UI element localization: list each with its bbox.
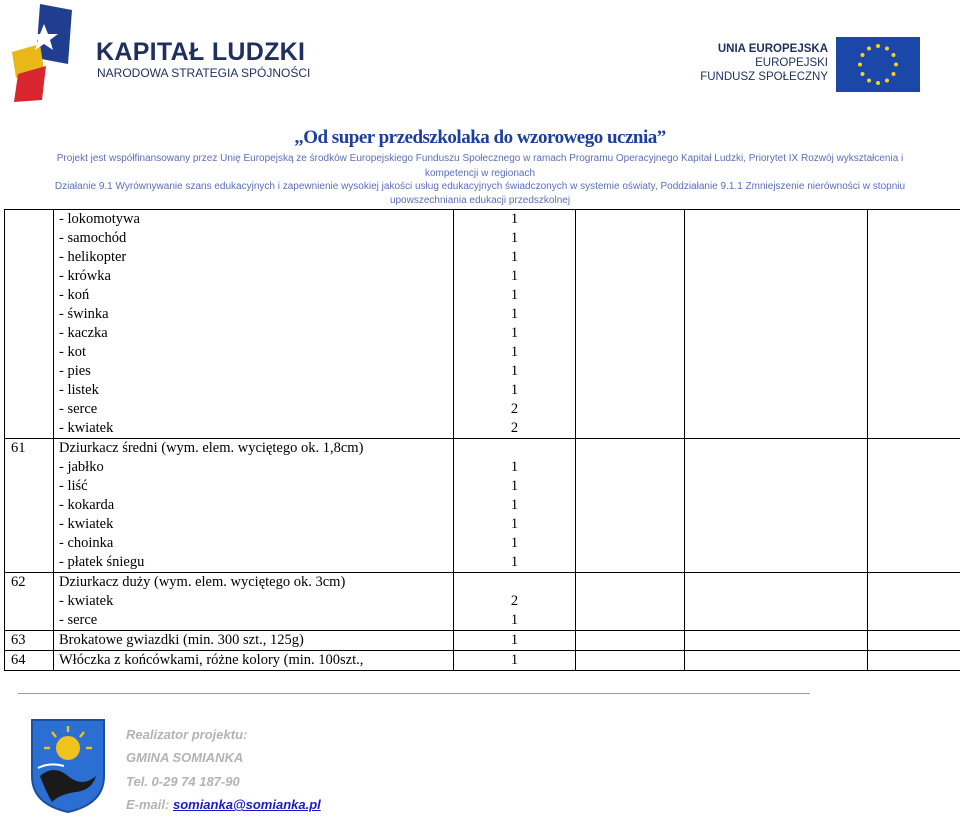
item-quantity bbox=[454, 573, 576, 631]
item-line: - pies bbox=[59, 363, 91, 379]
item-line: - płatek śniegu bbox=[59, 554, 145, 570]
gmina-name: GMINA SOMIANKA bbox=[126, 750, 244, 765]
item-line: - liść bbox=[59, 478, 88, 494]
eu-line3: FUNDUSZ SPOŁECZNY bbox=[700, 71, 828, 83]
quantity-line bbox=[454, 573, 575, 592]
item-line: Dziurkacz duży (wym. elem. wyciętego ok. 3cm) bbox=[59, 574, 346, 590]
item-line: - kwiatek bbox=[59, 593, 114, 609]
item-number: 64 bbox=[5, 651, 54, 671]
item-line: - koń bbox=[59, 287, 90, 303]
item-quantity bbox=[454, 439, 576, 573]
phone-number: Tel. 0-29 74 187-90 bbox=[126, 774, 240, 789]
empty-cell bbox=[685, 651, 868, 671]
item-line: - serce bbox=[59, 612, 98, 628]
quantity-line: 1 bbox=[510, 516, 519, 532]
empty-cell bbox=[868, 573, 960, 631]
item-description bbox=[54, 573, 454, 631]
item-line: - helikopter bbox=[59, 249, 127, 265]
header-line-4: upowszechniania edukacji przedszkolnej bbox=[389, 195, 571, 206]
item-line: - listek bbox=[59, 382, 99, 398]
email-label: E-mail: bbox=[126, 797, 173, 812]
item-line: - kwiatek bbox=[59, 516, 114, 532]
quantity-line bbox=[454, 439, 575, 458]
item-line: - samochód bbox=[59, 230, 127, 246]
quantity-line: 1 bbox=[510, 478, 519, 494]
item-description bbox=[54, 439, 454, 573]
empty-cell bbox=[868, 631, 960, 651]
table-row bbox=[5, 439, 960, 573]
table-row bbox=[5, 651, 960, 671]
project-title: „Od super przedszkolaka do wzorowego ucznia” bbox=[294, 127, 666, 148]
item-quantity bbox=[454, 210, 576, 439]
item-line: - kot bbox=[59, 344, 86, 360]
eu-flag-icon bbox=[836, 37, 920, 92]
item-line: Dziurkacz średni (wym. elem. wyciętego ok. 1,8cm) bbox=[59, 440, 364, 456]
empty-cell bbox=[576, 573, 685, 631]
header-line-2: kompetencji w regionach bbox=[424, 168, 536, 179]
empty-cell bbox=[576, 631, 685, 651]
quantity-line: 1 bbox=[510, 382, 519, 398]
quantity-line: 1 bbox=[510, 230, 519, 246]
item-description bbox=[54, 210, 454, 439]
item-number bbox=[5, 210, 54, 439]
eu-line1: UNIA EUROPEJSKA bbox=[717, 43, 828, 55]
quantity-line: 1 bbox=[510, 249, 519, 265]
email-link[interactable]: somianka@somianka.pl bbox=[172, 797, 321, 812]
item-line: - lokomotywa bbox=[59, 211, 140, 227]
header-line-3: Działanie 9.1 Wyrównywanie szans edukacyjnych i zapewnienie wysokiej jakości usług edukacyjnych świadczonych w systemie oświaty, Poddziałanie 9.1.1 Zmniejszenie nierówności w stopniu bbox=[54, 181, 906, 192]
item-line: - kwiatek bbox=[59, 420, 114, 436]
empty-cell bbox=[576, 439, 685, 573]
item-number: 62 bbox=[5, 573, 54, 631]
eu-line2: EUROPEJSKI bbox=[755, 57, 828, 69]
item-number: 61 bbox=[5, 439, 54, 573]
quantity-line: 1 bbox=[510, 535, 519, 551]
quantity-line: 1 bbox=[510, 344, 519, 360]
quantity-line: 1 bbox=[510, 287, 519, 303]
gmina-somianka-crest-icon bbox=[30, 718, 106, 814]
kapital-ludzki-title: KAPITAŁ LUDZKI bbox=[96, 38, 306, 66]
empty-cell bbox=[685, 573, 868, 631]
kapital-ludzki-logo-icon bbox=[10, 4, 76, 104]
item-line: - serce bbox=[59, 401, 98, 417]
table-row bbox=[5, 631, 960, 651]
item-line: - jabłko bbox=[59, 459, 104, 475]
empty-cell bbox=[685, 439, 868, 573]
empty-cell bbox=[868, 439, 960, 573]
quantity-line: 1 bbox=[510, 652, 519, 668]
item-description bbox=[54, 631, 454, 651]
item-number: 63 bbox=[5, 631, 54, 651]
empty-cell bbox=[685, 631, 868, 651]
eu-logo-text bbox=[700, 42, 828, 84]
empty-cell bbox=[685, 210, 868, 439]
quantity-line: 2 bbox=[510, 420, 519, 436]
header-line-1: Projekt jest współfinansowany przez Unię Europejską ze środków Europejskiego Funduszu Społecznego w ramach Programu Operacyjnego Kapitał Ludzki, Priorytet IX Rozwój wykształcenia i bbox=[56, 153, 904, 164]
empty-cell bbox=[868, 651, 960, 671]
table-row bbox=[5, 573, 960, 631]
item-quantity bbox=[454, 631, 576, 651]
quantity-line: 1 bbox=[510, 554, 519, 570]
item-line: Włóczka z końcówkami, różne kolory (min. 100szt., bbox=[59, 652, 364, 668]
kapital-ludzki-subtitle: NARODOWA STRATEGIA SPÓJNOŚCI bbox=[97, 66, 311, 80]
table-row bbox=[5, 210, 960, 439]
empty-cell bbox=[576, 210, 685, 439]
item-description bbox=[54, 651, 454, 671]
quantity-line: 1 bbox=[510, 459, 519, 475]
quantity-line: 1 bbox=[510, 363, 519, 379]
item-line: - choinka bbox=[59, 535, 114, 551]
quantity-line: 1 bbox=[510, 632, 519, 648]
item-line: - krówka bbox=[59, 268, 111, 284]
empty-cell bbox=[868, 210, 960, 439]
realizator-label: Realizator projektu: bbox=[126, 727, 248, 742]
item-line: - kaczka bbox=[59, 325, 108, 341]
item-line: - kokarda bbox=[59, 497, 115, 513]
quantity-line: 1 bbox=[510, 306, 519, 322]
item-line: Brokatowe gwiazdki (min. 300 szt., 125g) bbox=[59, 632, 304, 648]
quantity-line: 1 bbox=[510, 325, 519, 341]
item-quantity bbox=[454, 651, 576, 671]
email-line bbox=[126, 797, 321, 812]
empty-cell bbox=[576, 651, 685, 671]
footer-divider bbox=[18, 693, 810, 694]
quantity-line: 1 bbox=[510, 612, 519, 628]
quantity-line: 1 bbox=[510, 268, 519, 284]
quantity-line: 2 bbox=[510, 401, 519, 417]
item-line: - świnka bbox=[59, 306, 109, 322]
quantity-line: 1 bbox=[510, 497, 519, 513]
items-table bbox=[4, 209, 960, 671]
quantity-line: 1 bbox=[510, 211, 519, 227]
quantity-line: 2 bbox=[510, 593, 519, 609]
